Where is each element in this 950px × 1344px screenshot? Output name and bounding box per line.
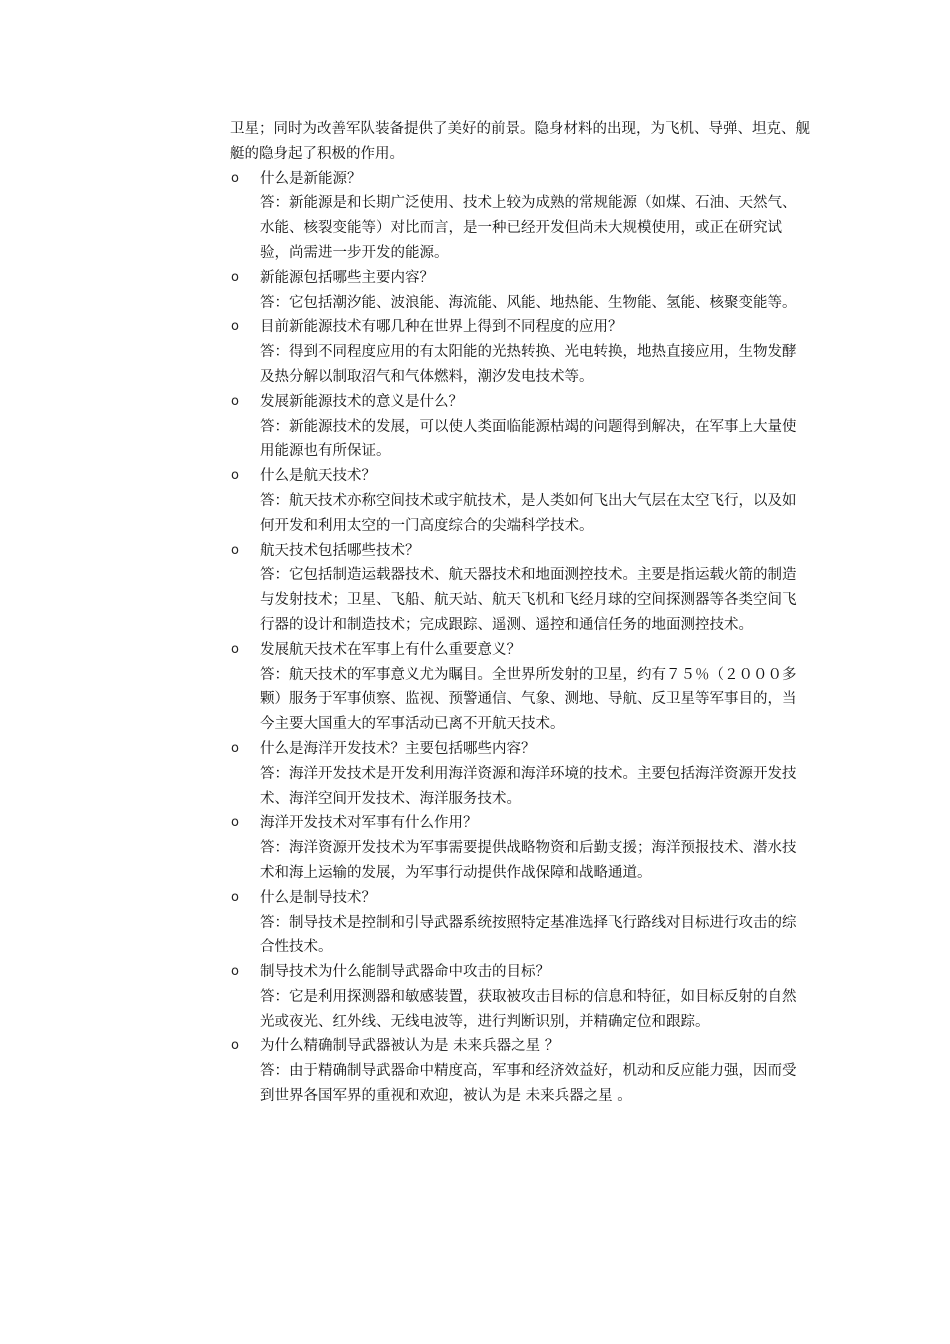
- question-text: 新能源包括哪些主要内容？: [260, 269, 434, 286]
- answer-text: 答：得到不同程度应用的有太阳能的光热转换、光电转换，地热直接应用，生物发酵及热分解以制取沼气和气体燃料，潮汐发电技术等。: [260, 344, 797, 385]
- document-body: [230, 117, 810, 1109]
- answer-text: 答：海洋开发技术是开发利用海洋资源和海洋环境的技术。主要包括海洋资源开发技术、海洋空间开发技术、海洋服务技术。: [260, 765, 797, 807]
- question-text: 航天技术包括哪些技术？: [260, 542, 420, 559]
- answer-text: 答：海洋资源开发技术为军事需要提供战略物资和后勤支援；海洋预报技术、潜水技术和海上运输的发展，为军事行动提供作战保障和战略通道。: [260, 840, 797, 881]
- list-bullet-icon: o: [231, 269, 239, 285]
- list-bullet-icon: o: [231, 815, 239, 831]
- answer-text: 答：它包括制造运载器技术、航天器技术和地面测控技术。主要是指运载火箭的制造与发射技术；卫星、飞船、航天站、航天飞机和飞经月球的空间探测器等各类空间飞行器的设计和制造技术；完成跟踪、遥测、遥控和通信任务的地面测控技术。: [260, 567, 797, 633]
- question-text: 发展新能源技术的意义是什么？: [260, 393, 463, 410]
- qa-item: [231, 315, 810, 389]
- qa-item: [231, 390, 810, 464]
- question-text: 发展航天技术在军事上有什么重要意义？: [260, 641, 521, 658]
- list-bullet-icon: o: [231, 740, 239, 756]
- answer-text: 答：航天技术亦称空间技术或宇航技术，是人类如何飞出大气层在太空飞行，以及如何开发和利用太空的一门高度综合的尖端科学技术。: [260, 492, 797, 534]
- question-text: 什么是新能源？: [260, 170, 362, 187]
- qa-list: [230, 167, 810, 1109]
- list-bullet-icon: o: [231, 641, 239, 657]
- answer-text: 答：它包括潮汐能、波浪能、海流能、风能、地热能、生物能、氢能、核聚变能等。: [260, 294, 797, 311]
- answer-text: 答：它是利用探测器和敏感装置，获取被攻击目标的信息和特征，如目标反射的自然光或夜光、红外线、无线电波等，进行判断识别，并精确定位和跟踪。: [260, 988, 797, 1030]
- qa-item: [231, 737, 810, 811]
- qa-item: [231, 167, 810, 266]
- question-text: 为什么精确制导武器被认为是 未来兵器之星 ？: [260, 1038, 560, 1055]
- qa-item: [231, 960, 810, 1034]
- qa-item: [231, 1034, 810, 1108]
- answer-text: 答：航天技术的军事意义尤为瞩目。全世界所发射的卫星，约有７５％（２０００多颗）服务于军事侦察、监视、预警通信、气象、测地、导航、反卫星等军事目的，当今主要大国重大的军事活动已离不开航天技术。: [260, 666, 797, 733]
- list-bullet-icon: o: [231, 1038, 239, 1054]
- question-text: 什么是航天技术？: [260, 468, 376, 485]
- answer-text: 答：新能源是和长期广泛使用、技术上较为成熟的常规能源（如煤、石油、天然气、水能、核裂变能等）对比而言，是一种已经开发但尚未大规模使用，或正在研究试验，尚需进一步开发的能源。: [260, 195, 797, 261]
- list-bullet-icon: o: [231, 393, 239, 409]
- question-text: 什么是海洋开发技术？主要包括哪些内容？: [260, 740, 536, 757]
- answer-text: 答：制导技术是控制和引导武器系统按照特定基准选择飞行路线对目标进行攻击的综合性技术。: [260, 914, 797, 956]
- list-bullet-icon: o: [231, 889, 239, 905]
- qa-item: [231, 811, 810, 885]
- qa-item: [231, 539, 810, 638]
- list-bullet-icon: o: [231, 964, 239, 980]
- question-text: 制导技术为什么能制导武器命中攻击的目标？: [260, 964, 550, 981]
- answer-text: 答：由于精确制导武器命中精度高，军事和经济效益好，机动和反应能力强，因而受到世界各国军界的重视和欢迎，被认为是 未来兵器之星 。: [260, 1063, 797, 1105]
- qa-item: [231, 638, 810, 737]
- list-bullet-icon: o: [231, 319, 239, 335]
- list-bullet-icon: o: [231, 542, 239, 558]
- qa-item: [231, 464, 810, 538]
- list-bullet-icon: o: [231, 170, 239, 186]
- continuation-paragraph: 卫星；同时为改善军队装备提供了美好的前景。隐身材料的出现，为飞机、导弹、坦克、舰艇的隐身起了积极的作用。: [230, 121, 810, 162]
- question-text: 目前新能源技术有哪几种在世界上得到不同程度的应用？: [260, 319, 623, 336]
- answer-text: 答：新能源技术的发展，可以使人类面临能源枯竭的问题得到解决，在军事上大量使用能源也有所保证。: [260, 418, 797, 460]
- qa-item: [231, 886, 810, 960]
- list-bullet-icon: o: [231, 468, 239, 484]
- question-text: 什么是制导技术？: [260, 889, 376, 906]
- question-text: 海洋开发技术对军事有什么作用？: [260, 815, 478, 832]
- qa-item: [231, 266, 810, 316]
